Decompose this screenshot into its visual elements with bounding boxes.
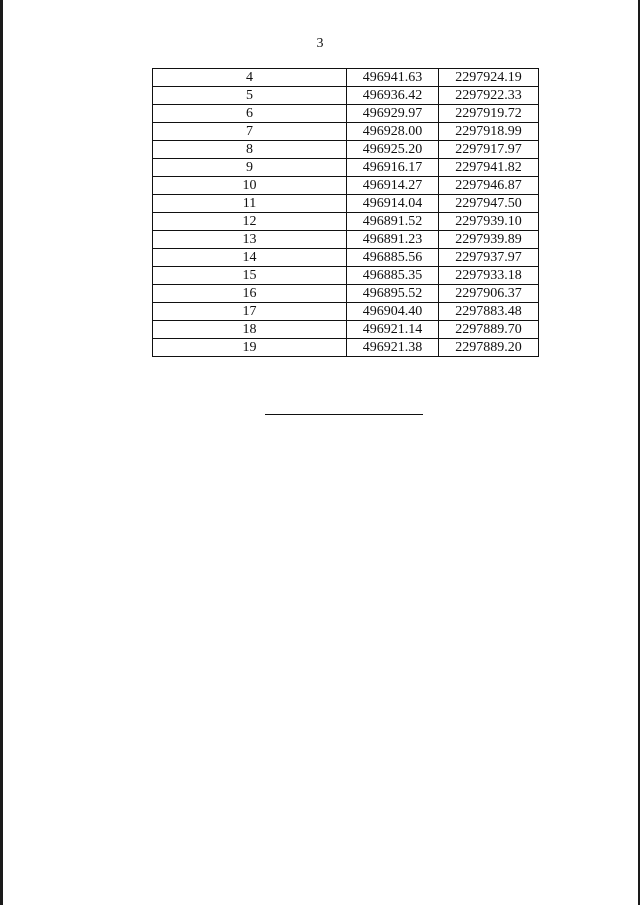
x-coordinate-cell: 496936.42	[347, 87, 439, 105]
y-coordinate-cell: 2297917.97	[439, 141, 539, 159]
y-coordinate-cell: 2297906.37	[439, 285, 539, 303]
table-row	[153, 267, 539, 285]
table-row	[153, 321, 539, 339]
x-coordinate-cell: 496895.52	[347, 285, 439, 303]
y-coordinate-cell: 2297918.99	[439, 123, 539, 141]
x-coordinate-cell: 496891.23	[347, 231, 439, 249]
scan-border-left	[0, 0, 3, 905]
point-number-cell: 4	[153, 69, 347, 87]
x-coordinate-cell: 496916.17	[347, 159, 439, 177]
table-row	[153, 249, 539, 267]
x-coordinate-cell: 496928.00	[347, 123, 439, 141]
point-number-cell: 19	[153, 339, 347, 357]
table-row	[153, 87, 539, 105]
point-number-cell: 13	[153, 231, 347, 249]
table-row	[153, 285, 539, 303]
table-row	[153, 159, 539, 177]
x-coordinate-cell: 496921.14	[347, 321, 439, 339]
coordinates-table	[152, 68, 539, 357]
x-coordinate-cell: 496914.27	[347, 177, 439, 195]
x-coordinate-cell: 496921.38	[347, 339, 439, 357]
y-coordinate-cell: 2297939.89	[439, 231, 539, 249]
table-row	[153, 69, 539, 87]
x-coordinate-cell: 496925.20	[347, 141, 439, 159]
x-coordinate-cell: 496885.56	[347, 249, 439, 267]
x-coordinate-cell: 496914.04	[347, 195, 439, 213]
table-row	[153, 339, 539, 357]
point-number-cell: 15	[153, 267, 347, 285]
coordinates-table-body	[153, 69, 539, 357]
table-row	[153, 177, 539, 195]
x-coordinate-cell: 496891.52	[347, 213, 439, 231]
y-coordinate-cell: 2297939.10	[439, 213, 539, 231]
table-row	[153, 123, 539, 141]
point-number-cell: 17	[153, 303, 347, 321]
table-row	[153, 141, 539, 159]
y-coordinate-cell: 2297947.50	[439, 195, 539, 213]
x-coordinate-cell: 496885.35	[347, 267, 439, 285]
y-coordinate-cell: 2297919.72	[439, 105, 539, 123]
point-number-cell: 18	[153, 321, 347, 339]
y-coordinate-cell: 2297933.18	[439, 267, 539, 285]
y-coordinate-cell: 2297883.48	[439, 303, 539, 321]
y-coordinate-cell: 2297937.97	[439, 249, 539, 267]
point-number-cell: 7	[153, 123, 347, 141]
x-coordinate-cell: 496941.63	[347, 69, 439, 87]
point-number-cell: 11	[153, 195, 347, 213]
y-coordinate-cell: 2297946.87	[439, 177, 539, 195]
point-number-cell: 10	[153, 177, 347, 195]
table-row	[153, 231, 539, 249]
point-number-cell: 6	[153, 105, 347, 123]
end-of-document-rule	[265, 414, 423, 415]
table-row	[153, 105, 539, 123]
table-row	[153, 303, 539, 321]
x-coordinate-cell: 496929.97	[347, 105, 439, 123]
y-coordinate-cell: 2297924.19	[439, 69, 539, 87]
y-coordinate-cell: 2297922.33	[439, 87, 539, 105]
point-number-cell: 14	[153, 249, 347, 267]
point-number-cell: 16	[153, 285, 347, 303]
table-row	[153, 195, 539, 213]
y-coordinate-cell: 2297941.82	[439, 159, 539, 177]
point-number-cell: 8	[153, 141, 347, 159]
point-number-cell: 5	[153, 87, 347, 105]
page-number: 3	[316, 36, 324, 51]
y-coordinate-cell: 2297889.70	[439, 321, 539, 339]
point-number-cell: 9	[153, 159, 347, 177]
x-coordinate-cell: 496904.40	[347, 303, 439, 321]
table-row	[153, 213, 539, 231]
point-number-cell: 12	[153, 213, 347, 231]
y-coordinate-cell: 2297889.20	[439, 339, 539, 357]
